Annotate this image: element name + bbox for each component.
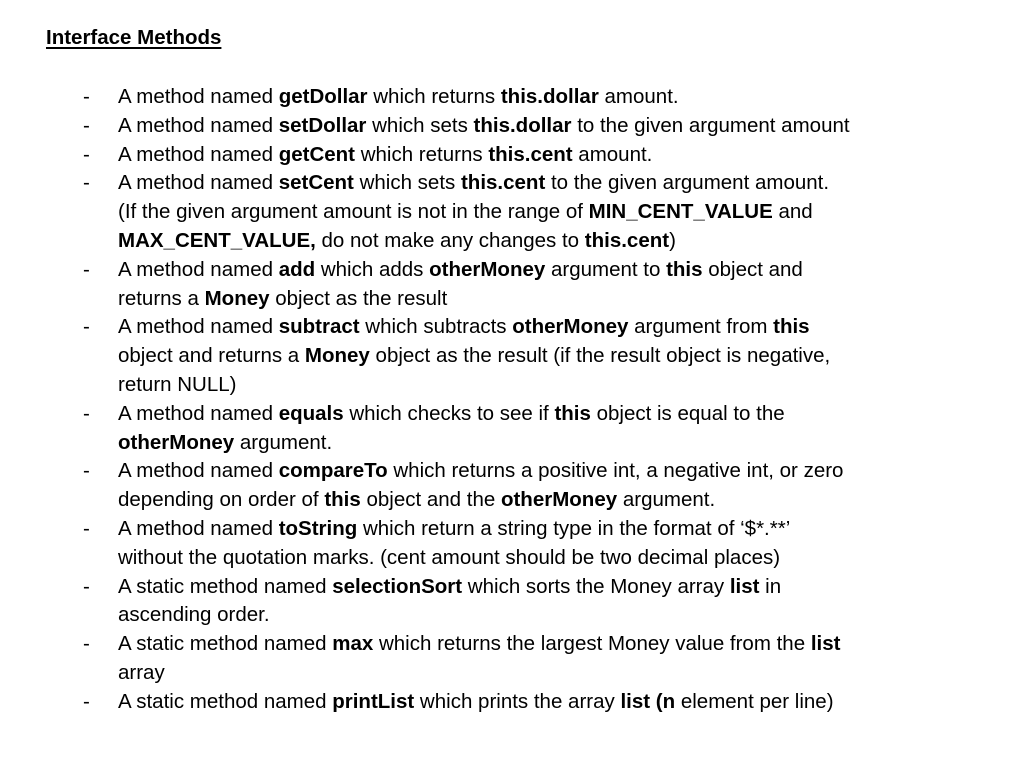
text-run: argument to — [545, 257, 667, 281]
text-run: depending on order of — [118, 488, 325, 512]
text-run: which returns — [367, 85, 501, 108]
text-run: A method named — [118, 401, 279, 425]
text-run: A method named — [118, 257, 279, 281]
item-line — [118, 83, 908, 112]
list-item — [0, 313, 908, 399]
text-run: object and returns a — [118, 344, 305, 368]
bullet-dash: - — [83, 516, 90, 540]
text-run: and — [772, 200, 813, 224]
text-run: A method named — [118, 459, 279, 483]
text-run: A static method named — [118, 689, 333, 713]
item-line — [118, 429, 908, 458]
text-run: element per line) — [675, 689, 834, 713]
bold-term: MAX_CENT_VALUE, — [118, 228, 316, 252]
bullet-dash: - — [83, 257, 90, 281]
text-run: A method named — [118, 113, 279, 137]
bold-term: setDollar — [278, 113, 367, 137]
text-run: which returns — [355, 142, 489, 166]
text-run: A method named — [118, 142, 279, 166]
bold-term: this.dollar — [473, 113, 572, 137]
text-run: A static method named — [118, 574, 333, 598]
bold-term: Money — [204, 286, 270, 310]
bold-term: this.dollar — [500, 85, 599, 108]
text-run: (If the given argument amount is not in the range of — [118, 200, 589, 224]
text-run: which return a string type in the format of ‘$*.**’ — [357, 516, 791, 540]
text-run: ascending order. — [118, 603, 270, 627]
item-line — [118, 515, 908, 544]
bold-term: list — [729, 574, 760, 598]
list-item — [0, 83, 908, 112]
bullet-dash: - — [83, 142, 90, 166]
list-item — [0, 169, 908, 255]
text-run: argument. — [617, 488, 716, 512]
method-list — [0, 83, 1024, 717]
bold-term: this — [554, 401, 591, 425]
text-run: amount. — [572, 142, 653, 166]
text-run: A method named — [118, 516, 279, 540]
text-run: returns a — [118, 286, 205, 310]
text-run: to the given argument amount — [571, 113, 850, 137]
list-item — [0, 112, 908, 141]
bold-term: this.cent — [460, 171, 546, 195]
bold-term: this — [773, 315, 810, 339]
text-run: A method named — [118, 171, 279, 195]
bold-term: max — [332, 632, 374, 656]
bold-term: list — [810, 632, 841, 656]
text-run: ) — [669, 228, 676, 252]
section-heading: Interface Methods — [46, 26, 222, 49]
text-run: without the quotation marks. (cent amount should be two decimal places) — [118, 545, 781, 569]
item-line — [118, 227, 908, 256]
item-line — [118, 198, 908, 227]
item-line — [118, 371, 908, 400]
item-line — [118, 256, 908, 285]
item-line — [118, 544, 908, 573]
text-run: which sets — [353, 171, 461, 195]
bold-term: selectionSort — [332, 574, 463, 598]
bullet-dash: - — [83, 574, 90, 598]
text-run: which returns the largest Money value from the — [373, 632, 811, 656]
item-line — [118, 141, 908, 170]
bullet-dash: - — [83, 689, 90, 713]
item-line — [118, 601, 908, 630]
text-run: return NULL) — [118, 372, 237, 396]
item-line — [118, 112, 908, 141]
text-run: do not make any changes to — [315, 228, 585, 252]
item-line — [118, 630, 908, 659]
bullet-dash: - — [83, 85, 90, 108]
text-run: object as the result — [269, 286, 448, 310]
text-run: which checks to see if — [343, 401, 555, 425]
bullet-dash: - — [83, 113, 90, 137]
list-item — [0, 457, 908, 515]
bold-term: otherMoney — [512, 315, 629, 339]
item-line — [118, 457, 908, 486]
text-run: argument from — [628, 315, 774, 339]
bullet-dash: - — [83, 171, 90, 195]
bullet-dash: - — [83, 401, 90, 425]
text-run: amount. — [598, 85, 679, 108]
bold-term: getCent — [278, 142, 355, 166]
text-run: to the given argument amount. — [545, 171, 830, 195]
text-run: which subtracts — [359, 315, 513, 339]
text-run: A method named — [118, 315, 279, 339]
bold-term: printList — [332, 689, 415, 713]
text-run: object is equal to the — [590, 401, 785, 425]
bold-term: this — [324, 488, 361, 512]
bullet-dash: - — [83, 315, 90, 339]
text-run: which sets — [366, 113, 474, 137]
bold-term: getDollar — [278, 85, 368, 108]
bold-term: otherMoney — [118, 430, 235, 454]
bold-term: setCent — [278, 171, 354, 195]
text-run: A static method named — [118, 632, 333, 656]
bold-term: MIN_CENT_VALUE — [588, 200, 773, 224]
list-item — [0, 688, 908, 717]
bold-term: this.cent — [584, 228, 670, 252]
bullet-dash: - — [83, 632, 90, 656]
text-run: which prints the array — [414, 689, 621, 713]
item-line — [118, 169, 908, 198]
list-item — [0, 400, 908, 458]
item-line — [118, 313, 908, 342]
text-run: argument. — [234, 430, 333, 454]
item-line — [118, 659, 908, 688]
list-item — [0, 630, 908, 688]
bold-term: otherMoney — [500, 488, 618, 512]
bold-term: list (n — [620, 689, 676, 713]
text-run: object and the — [360, 488, 501, 512]
list-item — [0, 573, 908, 631]
list-item — [0, 515, 908, 573]
bullet-dash: - — [83, 459, 90, 483]
text-run: which adds — [315, 257, 430, 281]
item-line — [118, 400, 908, 429]
list-item — [0, 256, 908, 314]
text-run: in — [759, 574, 782, 598]
item-line — [118, 342, 908, 371]
bold-term: toString — [278, 516, 358, 540]
list-item — [0, 141, 908, 170]
text-run: object and — [702, 257, 803, 281]
text-run: array — [118, 660, 165, 684]
text-run: which sorts the Money array — [462, 574, 730, 598]
text-run: A method named — [118, 85, 279, 108]
bold-term: subtract — [278, 315, 360, 339]
bold-term: add — [278, 257, 316, 281]
bold-term: this.cent — [488, 142, 573, 166]
text-run: object as the result (if the result object is negative, — [369, 344, 831, 368]
item-line — [118, 486, 908, 515]
item-line — [118, 688, 908, 717]
bold-term: this — [666, 257, 703, 281]
item-line — [118, 573, 908, 602]
text-run: which returns a positive int, a negative int, or zero — [387, 459, 844, 483]
item-line — [118, 285, 908, 314]
bold-term: compareTo — [278, 459, 388, 483]
bold-term: Money — [304, 344, 370, 368]
bold-term: equals — [278, 401, 344, 425]
bold-term: otherMoney — [429, 257, 546, 281]
